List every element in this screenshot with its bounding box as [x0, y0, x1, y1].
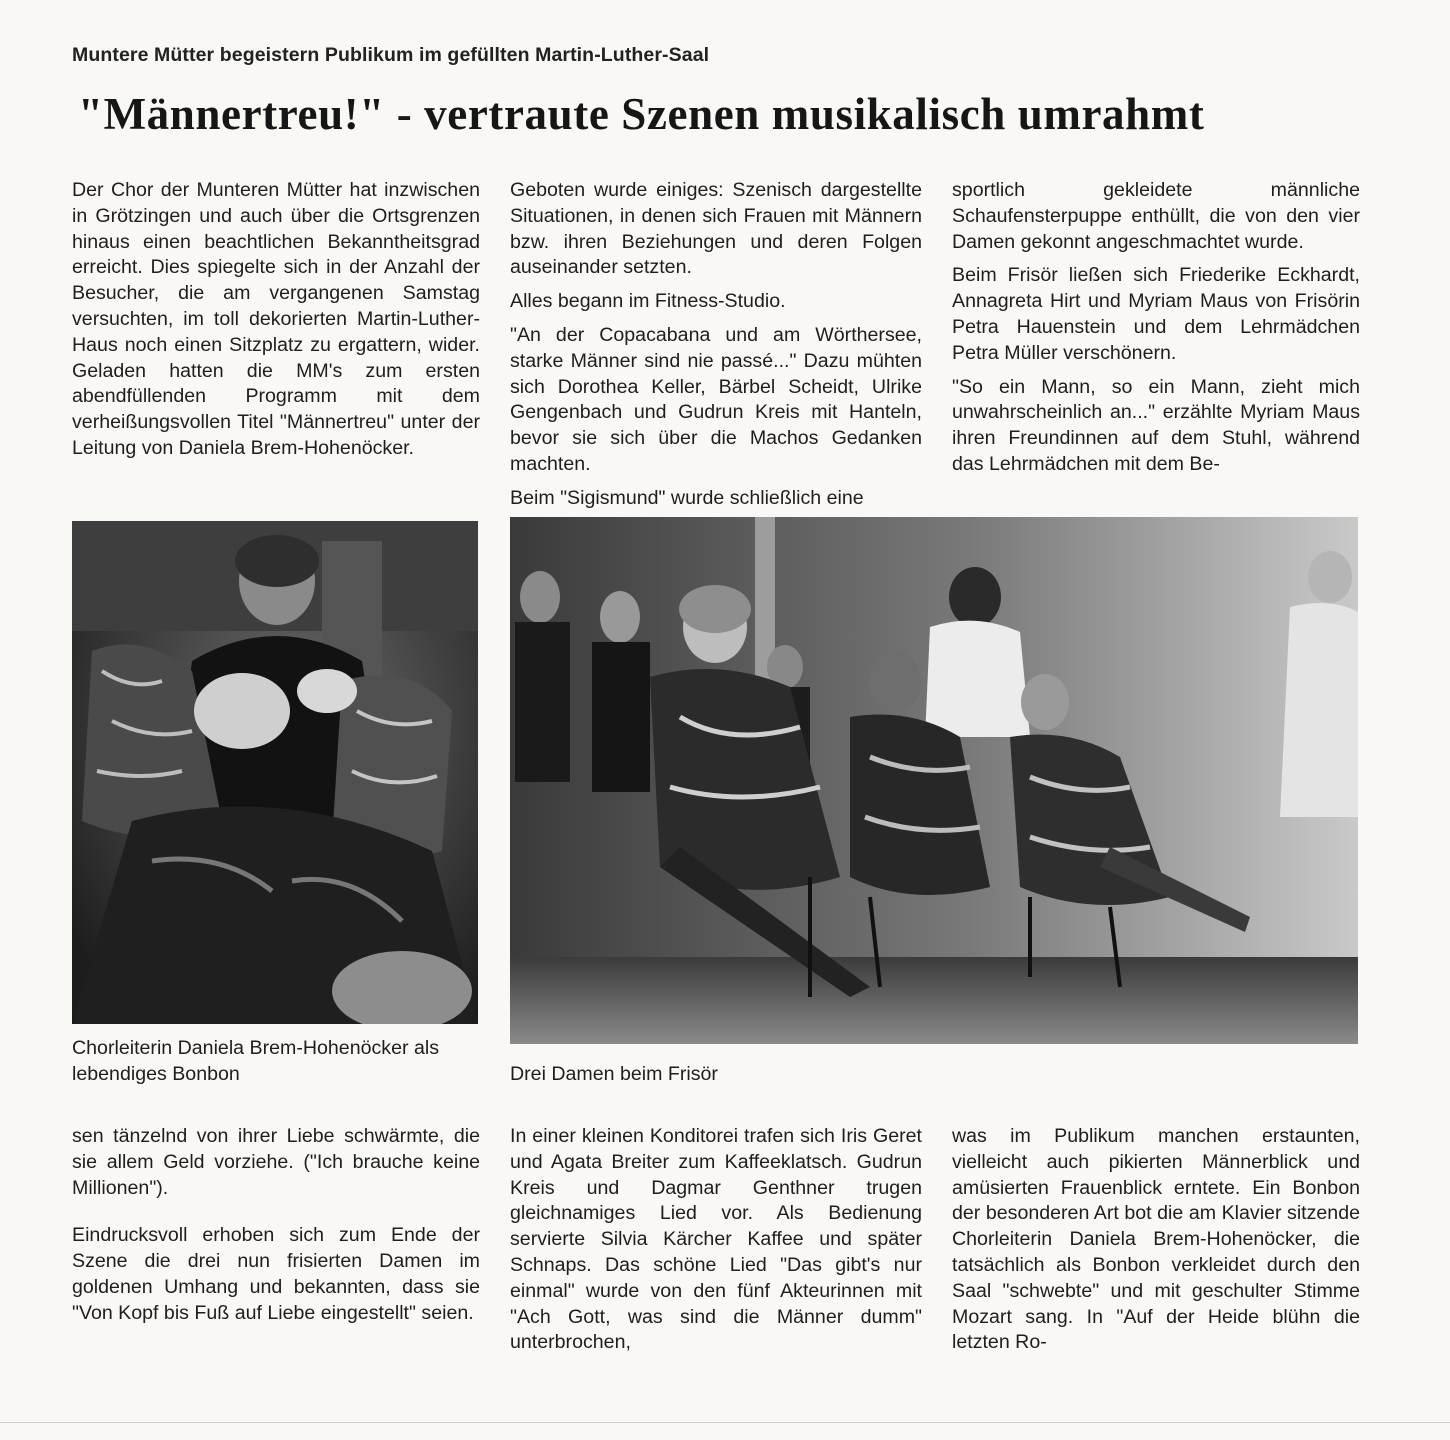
photo-choir-director — [72, 521, 478, 1024]
scan-edge-divider — [0, 1422, 1450, 1423]
paragraph: "An der Copacabana und am Wörthersee, starke Männer sind nie passé..." Dazu mühten sich Dorothea Keller, Bärbel Scheidt, Ulrike Gengenbach und Gudrun Kreis mit Hanteln, bevor sie sich über die Machos Gedanken machten. — [510, 323, 922, 475]
text-column-top-3 — [952, 178, 1360, 486]
text-column-top-1 — [72, 178, 480, 470]
paragraph: was im Publikum manchen erstaunten, vielleicht auch pikierten Männerblick und amüsierten Frauenblick erntete. Ein Bonbon der besonderen Art bot die am Klavier sitzende Chorleiterin Daniela Brem-Hohenöcker, die tatsächlich als Bonbon verkleidet durch den Saal "schwebte" und mit geschulter Stimme Mozart sang. In "Auf der Heide blühn die letzten Ro- — [952, 1125, 1360, 1354]
photo-caption-left: Chorleiterin Daniela Brem-Hohenöcker als lebendiges Bonbon — [72, 1037, 440, 1085]
paragraph: Der Chor der Munteren Mütter hat inzwischen in Grötzingen und auch über die Ortsgrenzen hinaus einen beachtlichen Bekanntheitsgrad erreicht. Dies spiegelte sich in der Anzahl der Besucher, die am vergangenen Samstag versuchten, im toll dekorierten Martin-Luther-Haus noch einen Sitzplatz zu ergattern, wider. Geladen hatten die MM's zum ersten abendfüllenden Programm mit dem verheißungsvollen Titel "Männertreu" unter der Leitung von Daniela Brem-Hohenöcker. — [72, 179, 480, 459]
text-column-top-2 — [510, 178, 922, 520]
photo-caption-right: Drei Damen beim Frisör — [510, 1063, 718, 1085]
paragraph: sen tänzelnd von ihrer Liebe schwärmte, die sie allem Geld vorziehe. ("Ich brauche keine Millionen"). — [72, 1125, 480, 1199]
text-column-bottom-2 — [510, 1124, 922, 1364]
paragraph: sportlich gekleidete männliche Schaufensterpuppe enthüllt, die von den vier Damen gekonnt angeschmachtet wurde. — [952, 179, 1360, 253]
article-kicker: Muntere Mütter begeistern Publikum im gefüllten Martin-Luther-Saal — [72, 44, 710, 66]
paragraph: Beim Frisör ließen sich Friederike Eckhardt, Annagreta Hirt und Myriam Maus von Frisörin Petra Hauenstein und dem Lehrmädchen Petra Müller verschönern. — [952, 264, 1360, 364]
paragraph: In einer kleinen Konditorei trafen sich Iris Geret und Agata Breiter zum Kaffeeklatsch. Gudrun Kreis und Dagmar Genthner trugen gleichnamiges Lied vor. Als Bedienung servierte Silvia Kärcher Kaffee und später Schnaps. Das schöne Lied "Das gibt's nur einmal" wurde von den fünf Akteurinnen mit "Ach Gott, was sind die Männer dumm" unterbrochen, — [510, 1125, 922, 1354]
photo-three-ladies — [510, 517, 1358, 1044]
text-column-bottom-3 — [952, 1124, 1360, 1364]
paragraph: Alles begann im Fitness-Studio. — [510, 290, 786, 313]
paragraph: "So ein Mann, so ein Mann, zieht mich unwahrscheinlich an..." erzählte Myriam Maus ihren Freundinnen auf dem Stuhl, während das Lehrmädchen mit dem Be- — [952, 375, 1360, 475]
paragraph: Eindrucksvoll erhoben sich zum Ende der Szene die drei nun frisierten Damen im goldenen Umhang und bekannten, dass sie "Von Kopf bis Fuß auf Liebe eingestellt" seien. — [72, 1224, 480, 1324]
article-headline: "Männertreu!" - vertraute Szenen musikalisch umrahmt — [78, 89, 1205, 139]
text-column-bottom-1 — [72, 1124, 480, 1335]
paragraph: Geboten wurde einiges: Szenisch dargestellte Situationen, in denen sich Frauen mit Männern bzw. ihren Beziehungen und deren Folgen auseinander setzten. — [510, 179, 922, 279]
paragraph: Beim "Sigismund" wurde schließlich eine — [510, 486, 864, 509]
